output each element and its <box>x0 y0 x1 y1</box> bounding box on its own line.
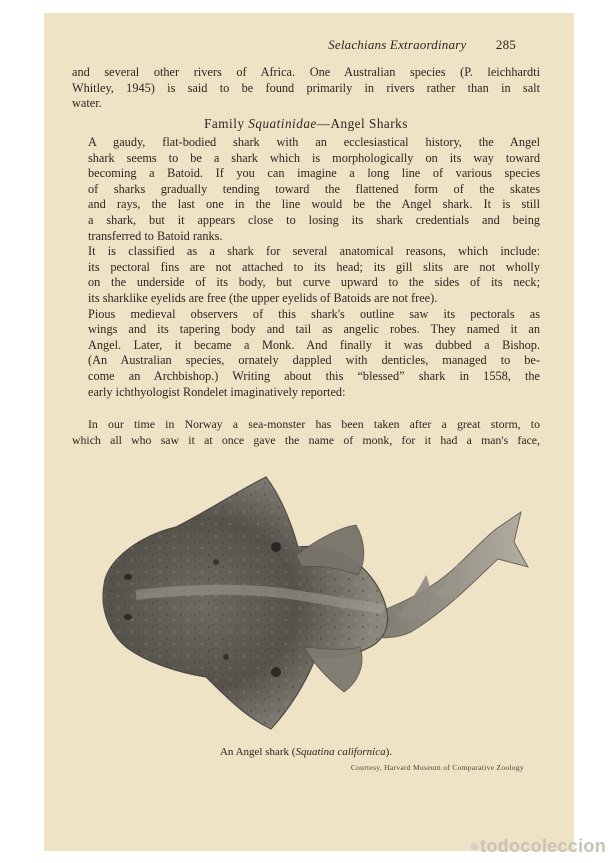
caption-species: Squatina californica <box>295 746 386 758</box>
book-page <box>44 13 574 851</box>
heading-family-name: Squatinidae <box>248 116 317 131</box>
text-line: water. <box>72 96 102 111</box>
text-line: come an Archbishop.) Writing about this “blessed” shark in 1558, the <box>88 368 540 383</box>
text-line: on the underside of its body, but curve upward to the sides of its neck; <box>88 275 540 290</box>
text-line: shark seems to be a shark which is morphologically on its way toward <box>88 150 540 165</box>
heading-prefix: Family <box>204 116 249 131</box>
text-line: transferred to Batoid ranks. <box>88 228 223 243</box>
paragraph <box>72 244 540 306</box>
angel-shark-illustration <box>66 467 536 747</box>
text-line: early ichthyologist Rondelet imaginatively reported: <box>88 384 346 399</box>
caption-prefix: An Angel shark ( <box>219 746 296 758</box>
text-line: A gaudy, flat-bodied shark with an ecclesiastical history, the Angel <box>88 135 540 149</box>
eye-mark <box>124 614 132 620</box>
watermark-text: todocoleccion <box>480 836 606 856</box>
figure-credit: Courtesy, Harvard Museum of Comparative Zoology <box>350 763 524 772</box>
text-line: wings and its tapering body and tail as angelic robes. They named it an <box>88 322 540 337</box>
running-title: Selachians Extraordinary <box>328 37 467 52</box>
running-header <box>72 37 516 53</box>
eye-mark <box>124 574 132 580</box>
text-line: and rays, the last one in the line would be the Angel shark. It is still <box>88 197 540 212</box>
tail-fin <box>366 512 528 638</box>
block-quote <box>72 417 540 448</box>
watermark-logo: ●todocoleccion <box>468 836 606 856</box>
heading-suffix: —Angel Sharks <box>316 116 408 131</box>
section-heading <box>72 116 540 132</box>
text-line: (An Australian species, ornately dappled with denticles, managed to be- <box>88 353 540 368</box>
text-line: becoming a Batoid. If you can imagine a long line of various species <box>88 166 540 181</box>
text-line: its sharklike eyelids are free (the upper eyelids of Batoids are not free). <box>88 290 438 305</box>
angel-shark-photo <box>66 467 536 747</box>
text-line: and several other rivers of Africa. One Australian species (P. leichhardti <box>72 65 540 79</box>
paragraph <box>72 135 540 244</box>
text-line: Pious medieval observers of this shark's outline saw its pectorals as <box>88 306 540 321</box>
text-line: Whitley, 1945) is said to be found primarily in rivers rather than in salt <box>72 80 540 95</box>
figure-caption <box>72 746 540 758</box>
text-line: a shark, but it appears close to losing its shark credentials and being <box>88 212 540 227</box>
text-line: its pectoral fins are not attached to its head; its gill slits are not wholly <box>88 259 540 274</box>
caption-suffix: ). <box>385 746 393 758</box>
quote-line: In our time in Norway a sea-monster has been taken after a great storm, to <box>88 417 540 431</box>
quote-line: which all who saw it at once gave the name of monk, for it had a man's face, <box>72 432 540 447</box>
text-line: of sharks gradually tending toward the flattened form of the skates <box>88 181 540 196</box>
body-text <box>72 135 540 400</box>
intro-paragraph <box>72 65 540 112</box>
text-line: Angel. Later, it became a Monk. And finally it was dubbed a Bishop. <box>88 337 540 352</box>
text-line: It is classified as a shark for several anatomical reasons, which include: <box>88 244 540 259</box>
paragraph <box>72 307 540 401</box>
page-number: 285 <box>495 37 516 52</box>
